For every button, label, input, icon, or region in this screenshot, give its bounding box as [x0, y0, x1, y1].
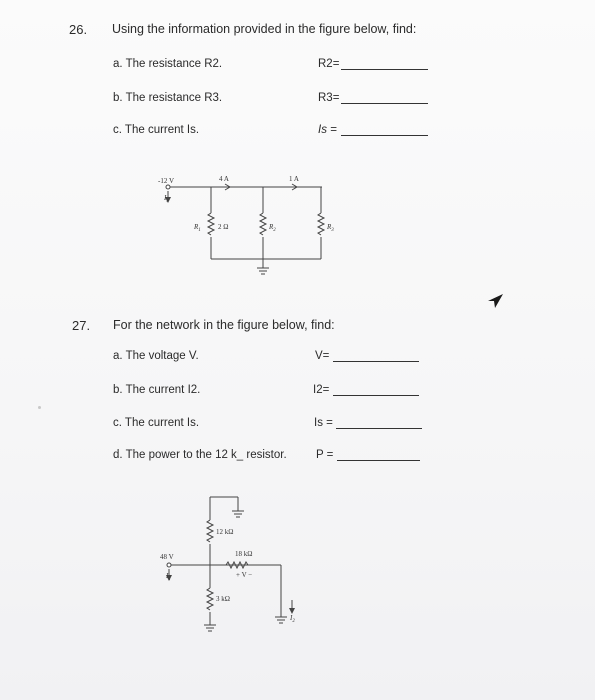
q26-answer-label-c: Is =: [318, 124, 337, 136]
source-voltage-27: 48 V: [160, 553, 174, 561]
current-label-4a: 4 A: [219, 175, 229, 183]
r1-label-26: $R_1$: [194, 223, 201, 233]
q27-answer-label-a: V=: [315, 350, 330, 362]
r3-label-26: $R_3$: [327, 223, 334, 233]
q27-item-c: c. The current Is.: [113, 417, 200, 429]
q26-item-c: c. The current Is.: [113, 124, 200, 136]
q26-item-b: b. The resistance R3.: [113, 92, 223, 104]
q27-item-a: a. The voltage V.: [113, 350, 199, 362]
question-27-number: 27.: [72, 318, 91, 333]
source-voltage-26: -12 V: [158, 177, 175, 185]
current-label-1a: 1 A: [289, 175, 299, 183]
r3k-label-27: 3 kΩ: [216, 595, 230, 603]
q26-answer-label-b: R3=: [318, 92, 340, 104]
voltage-polarity-27: + V −: [236, 571, 253, 579]
question-27-prompt: For the network in the figure below, find:: [113, 318, 335, 332]
r12k-label-27: 12 kΩ: [216, 528, 234, 536]
question-26-prompt: Using the information provided in the figure below, find:: [112, 22, 417, 36]
source-current-label-27: $I_s$: [166, 572, 171, 582]
q26-item-a: a. The resistance R2.: [113, 58, 223, 70]
q27-answer-label-b: I2=: [313, 384, 330, 396]
question-26-number: 26.: [69, 22, 88, 37]
q27-answer-label-c: Is =: [314, 417, 333, 429]
r18k-label-27: 18 kΩ: [235, 550, 253, 558]
branch-current-label-27: $I_2$: [290, 614, 295, 624]
q27-item-d: d. The power to the 12 k_ resistor.: [113, 449, 287, 461]
source-current-label-26: $I_s$: [164, 194, 169, 204]
r2-label-26: $R_2$: [269, 223, 276, 233]
q27-item-b: b. The current I2.: [113, 384, 201, 396]
r1-value-26: 2 Ω: [218, 223, 229, 231]
q27-answer-label-d: P =: [316, 449, 334, 461]
q26-answer-label-a: R2=: [318, 58, 340, 70]
paper-speck: [38, 406, 41, 409]
